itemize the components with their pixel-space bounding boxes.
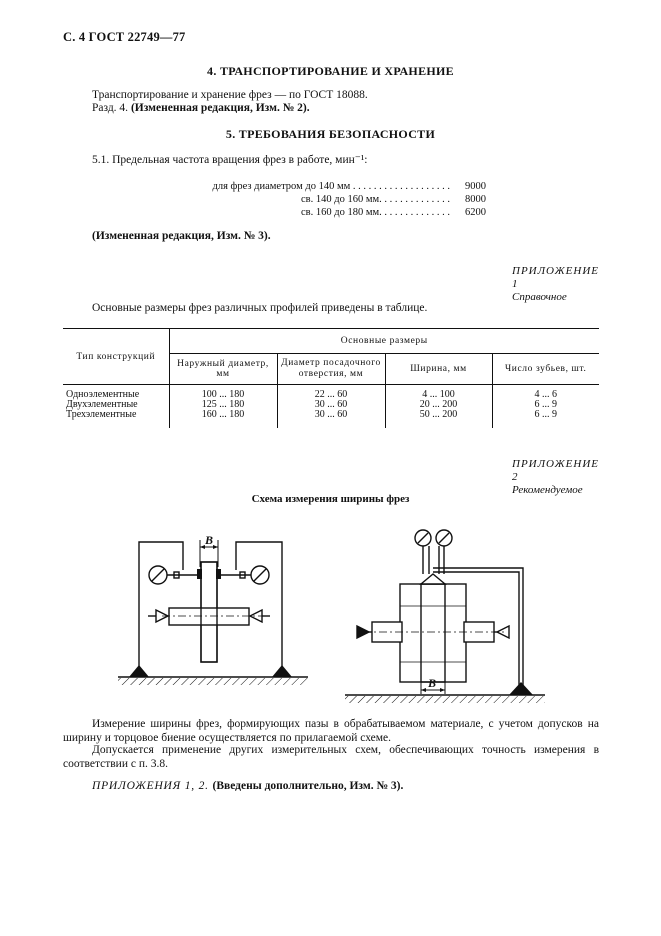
cell-width: 50 ... 200 — [385, 410, 492, 428]
appendix-2-para2: Допускается применение других измерительных схем, обеспечивающих точность измерения в соответствии с п. 3.8. — [63, 744, 599, 770]
cell-teeth: 4 ... 6 — [534, 389, 557, 400]
cell-bore: 30 ... 60 — [277, 410, 385, 428]
measurement-scheme-right — [345, 512, 550, 707]
section-4-note — [92, 101, 310, 115]
cell-bore: 22 ... 60 — [277, 385, 385, 401]
cell-outer: 100 ... 180 — [169, 385, 277, 401]
dimension-label-right: B — [428, 676, 437, 690]
appendix-1-intro: Основные размеры фрез различных профилей приведены в таблице. — [92, 302, 428, 314]
col-header-bore — [277, 354, 385, 385]
speed-row-value: 6200 — [465, 207, 486, 218]
speed-row — [150, 180, 486, 193]
col-header-teeth: Число зубьев, шт. — [492, 354, 599, 385]
col-header-bore-line2: отверстия, мм — [298, 369, 364, 379]
appendix-1-name: ПРИЛОЖЕНИЕ 1 — [512, 265, 599, 290]
speed-row-label: св. 160 до 180 мм. . . . . . . . . . . . . . — [301, 207, 450, 218]
col-header-bore-line1: Диаметр посадочного — [281, 358, 381, 368]
speed-row-value: 9000 — [465, 181, 486, 192]
section-5-clause: 5.1. Предельная частота вращения фрез в работе, мин⁻¹: — [92, 154, 368, 166]
section-4-note-prefix: Разд. 4. — [92, 102, 131, 114]
section-4-title: 4. ТРАНСПОРТИРОВАНИЕ И ХРАНЕНИЕ — [207, 64, 454, 78]
table-row — [63, 410, 599, 428]
section-4-text: Транспортирование и хранение фрез — по ГОСТ 18088. — [92, 89, 368, 101]
section-5-title: 5. ТРЕБОВАНИЯ БЕЗОПАСНОСТИ — [225, 127, 436, 141]
appendix-2-status: Рекомендуемое — [512, 484, 583, 496]
cell-outer: 125 ... 180 — [169, 400, 277, 410]
page-header: С. 4 ГОСТ 22749—77 — [63, 30, 186, 44]
speed-row-value: 8000 — [465, 194, 486, 205]
speed-row — [150, 206, 486, 219]
cell-outer: 160 ... 180 — [169, 410, 277, 428]
cell-bore: 30 ... 60 — [277, 400, 385, 410]
cell-type: Одноэлементные — [63, 385, 169, 401]
speed-row — [150, 193, 486, 206]
cell-teeth: 6 ... 9 — [534, 409, 557, 420]
cell-width: 4 ... 100 — [385, 385, 492, 401]
col-header-width: Ширина, мм — [385, 354, 492, 385]
dimensions-table — [63, 328, 599, 428]
scheme-caption: Схема измерения ширины фрез — [251, 493, 410, 505]
cell-type: Двухэлементные — [63, 400, 169, 410]
section-5-note: (Измененная редакция, Изм. № 3). — [92, 230, 271, 242]
measurement-scheme-left — [112, 525, 312, 700]
col-header-group: Основные размеры — [169, 329, 599, 354]
dimensions-table-wrap — [63, 328, 599, 428]
appendix-2-name: ПРИЛОЖЕНИЕ 2 — [512, 458, 599, 483]
appendix-footer-bold: (Введены дополнительно, Изм. № 3). — [212, 780, 404, 792]
appendix-1-status: Справочное — [512, 291, 567, 303]
cell-teeth: 6 ... 9 — [534, 399, 557, 410]
appendix-footer-note — [92, 779, 403, 793]
appendix-1-label — [512, 265, 598, 304]
speed-row-label: св. 140 до 160 мм. . . . . . . . . . . . . . — [301, 194, 450, 205]
cell-type: Трехэлементные — [63, 410, 169, 428]
appendix-2-para1: Измерение ширины фрез, формирующих пазы в обрабатываемом материале, с учетом допусков на ширину и торцовое биение осуществляется по прилагаемой схеме. — [63, 718, 599, 744]
dimension-label-left: B — [205, 533, 214, 547]
col-header-outer: Наружный диаметр, мм — [169, 354, 277, 385]
col-header-type: Тип конструкций — [63, 329, 169, 385]
speed-row-label: для фрез диаметром до 140 мм . . . . . . . . . . . . . . . . . . . — [212, 181, 450, 192]
section-4-note-bold: (Измененная редакция, Изм. № 2). — [130, 102, 310, 114]
cell-width: 20 ... 200 — [385, 400, 492, 410]
appendix-2-label — [512, 458, 598, 497]
speed-limits-list — [150, 180, 486, 219]
table-row — [63, 385, 599, 401]
appendix-footer-prefix: ПРИЛОЖЕНИЯ 1, 2. — [92, 780, 213, 792]
